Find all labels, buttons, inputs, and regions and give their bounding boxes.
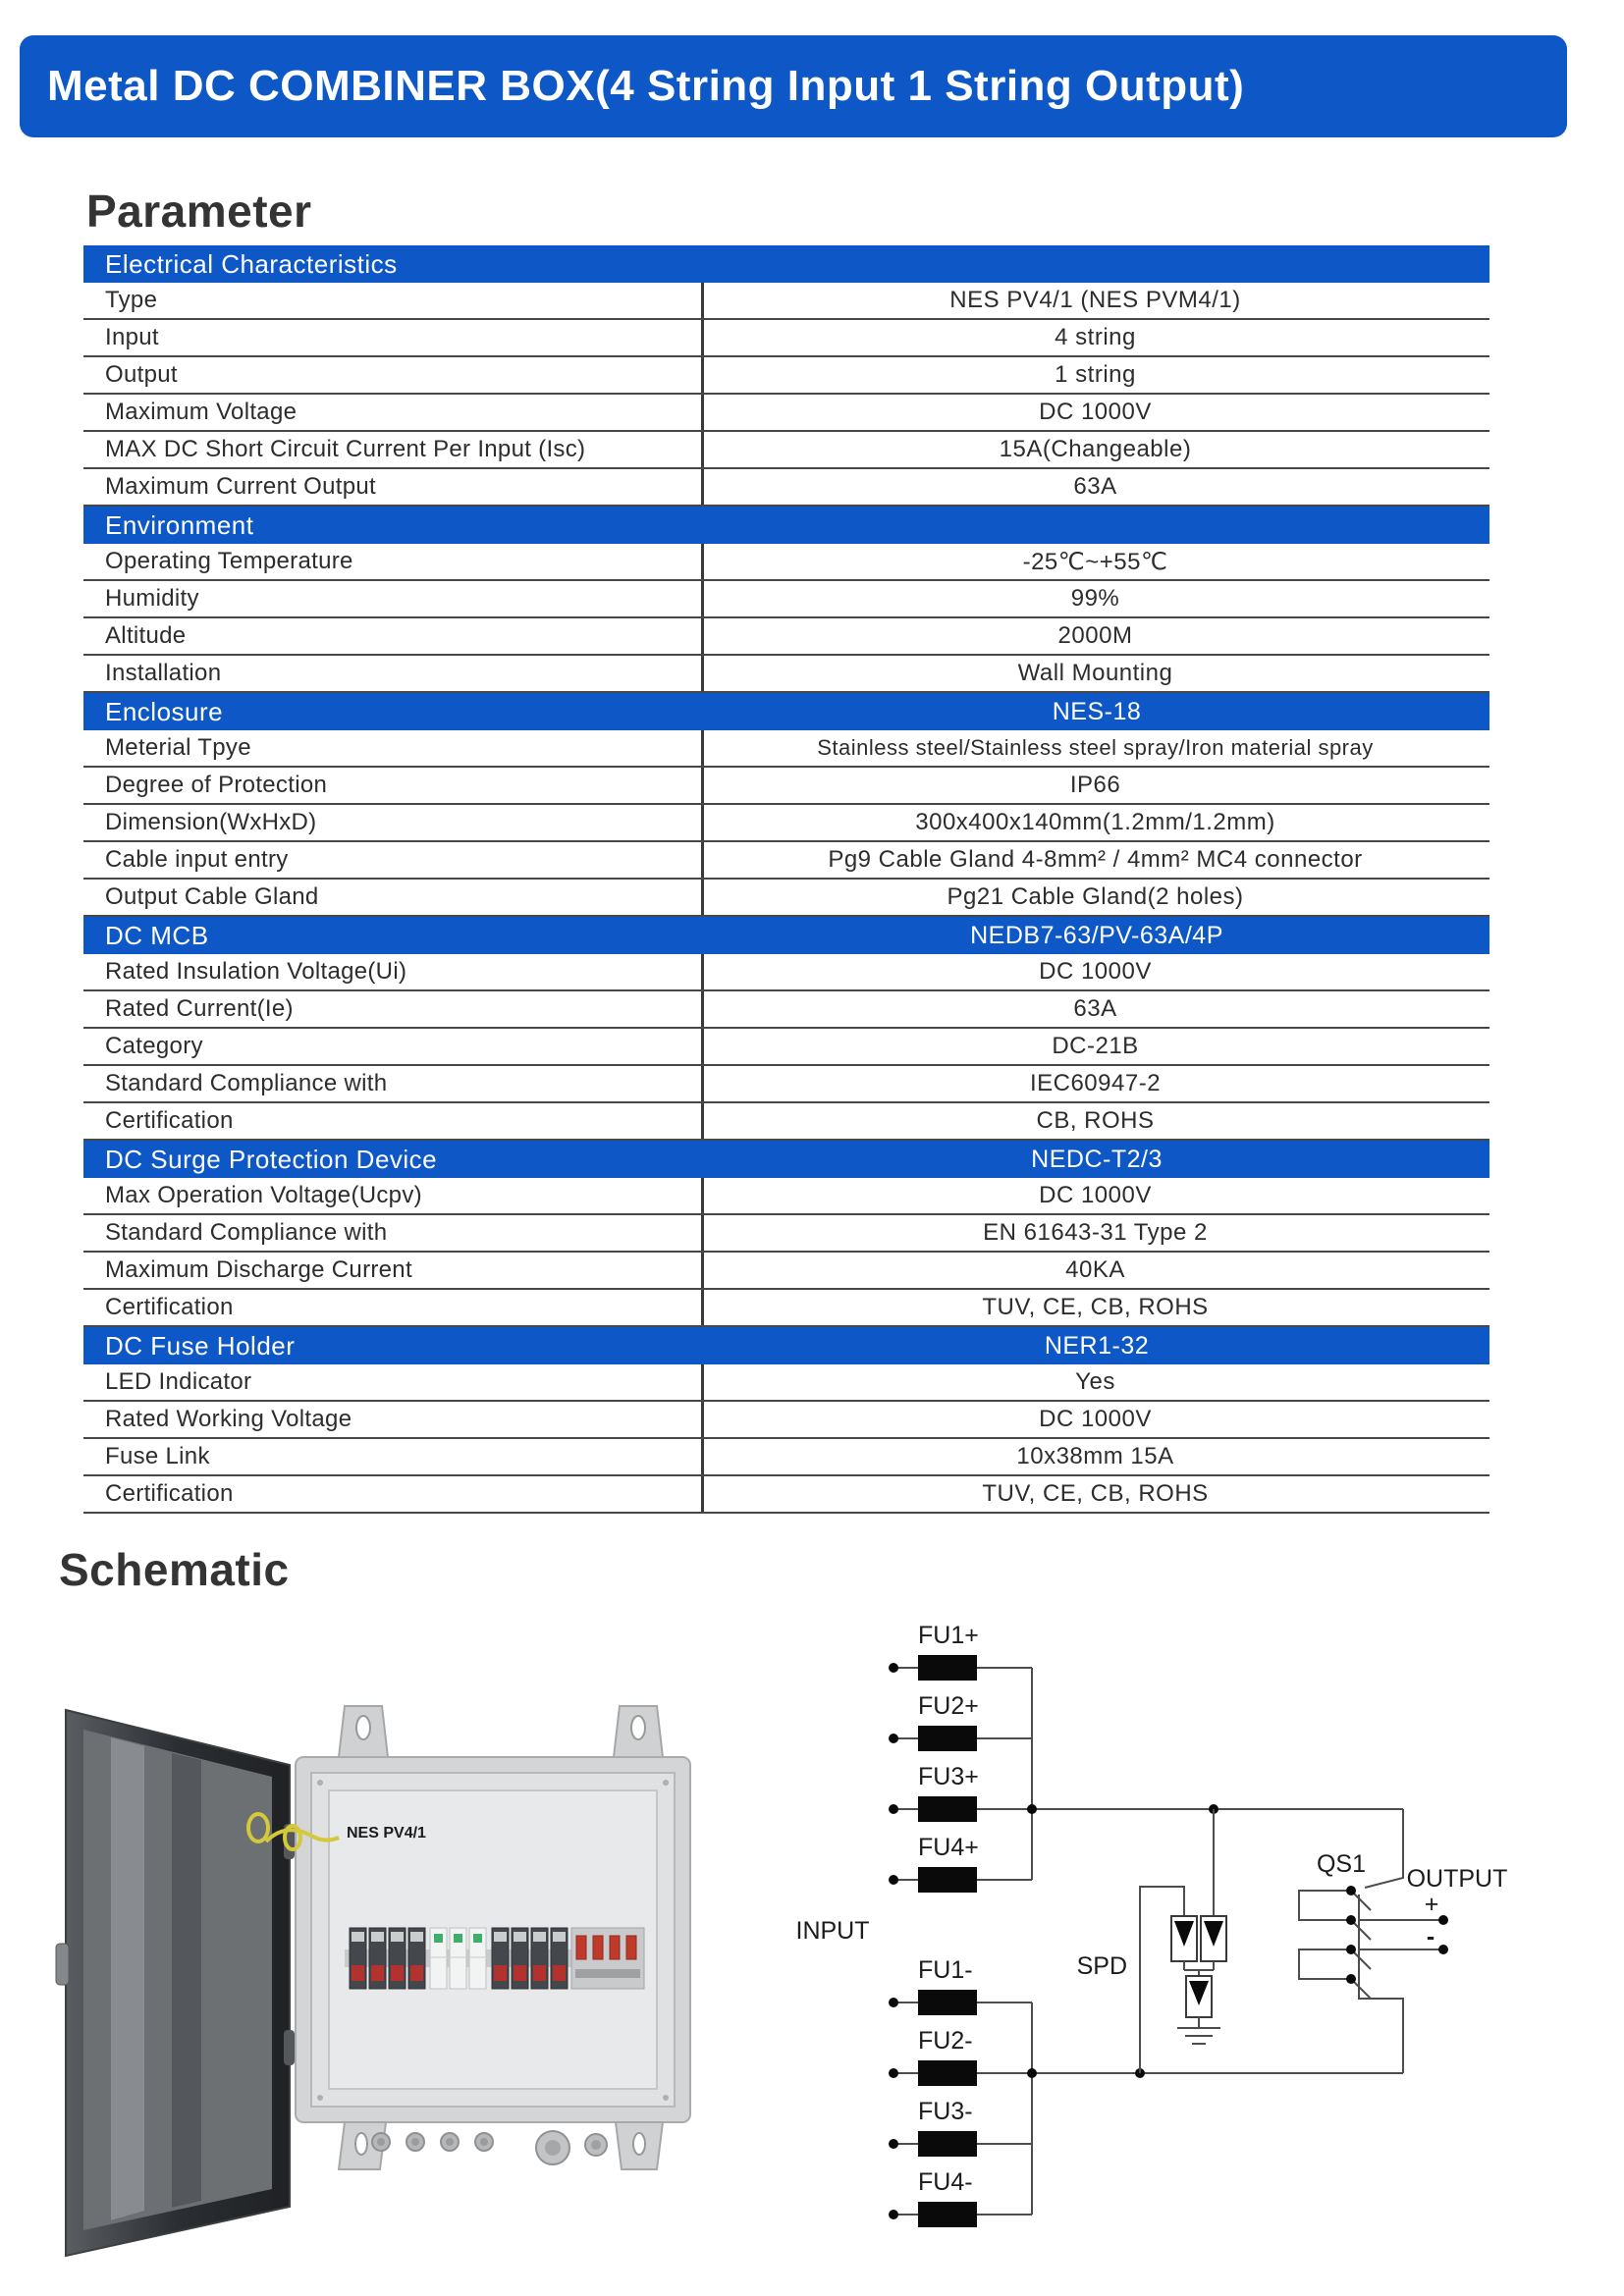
row-value: 1 string [701, 357, 1487, 393]
input-terminal [889, 1734, 898, 1743]
section-value [704, 245, 1489, 283]
table-row [83, 730, 1489, 768]
row-value: EN 61643-31 Type 2 [701, 1215, 1487, 1251]
table-row [83, 283, 1489, 320]
table-row [83, 656, 1489, 693]
row-value: IP66 [701, 768, 1487, 803]
table-row [83, 1215, 1489, 1253]
row-label: Meterial Tpye [105, 734, 251, 761]
output-plus-label: + [1424, 1891, 1439, 1918]
fuse-symbol [918, 2131, 977, 2157]
fuse-label: FU2- [918, 2027, 973, 2055]
row-label: Fuse Link [105, 1443, 210, 1469]
row-label: Maximum Discharge Current [105, 1256, 412, 1283]
table-row [83, 432, 1489, 469]
fuse-label: FU4- [918, 2168, 973, 2196]
input-terminal [889, 2139, 898, 2149]
row-value: TUV, CE, CB, ROHS [701, 1476, 1487, 1512]
row-value: IEC60947-2 [701, 1066, 1487, 1101]
table-row [83, 1103, 1489, 1141]
fuse-symbol [918, 1726, 977, 1751]
output-terminals [1425, 1891, 1448, 1954]
output-minus-label: - [1426, 1923, 1435, 1950]
panel-label: NES PV4/1 [347, 1825, 426, 1842]
row-label: LED Indicator [105, 1368, 252, 1395]
row-value: DC 1000V [701, 954, 1487, 989]
row-value: 4 string [701, 320, 1487, 355]
table-row [83, 544, 1489, 581]
row-label: Output Cable Gland [105, 883, 319, 910]
section-header-dc-mcb [83, 917, 1489, 954]
section-title: DC Fuse Holder [105, 1331, 296, 1361]
section-title: Enclosure [105, 697, 224, 726]
input-terminal [889, 1663, 898, 1673]
table-row [83, 1364, 1489, 1402]
table-row [83, 1029, 1489, 1066]
fuse-symbol [918, 1655, 977, 1681]
input-terminal [889, 2210, 898, 2219]
output-label: OUTPUT [1406, 1865, 1508, 1893]
table-row [83, 1253, 1489, 1290]
row-label: Operating Temperature [105, 548, 353, 574]
row-value: Wall Mounting [701, 656, 1487, 691]
section-header-electrical [83, 245, 1489, 283]
schematic-heading: Schematic [59, 1544, 290, 1595]
table-row [83, 1178, 1489, 1215]
section-value: NER1-32 [1044, 1332, 1150, 1360]
fuse-symbol [918, 2202, 977, 2227]
section-value: NES-18 [1052, 698, 1142, 725]
section-value: NEDB7-63/PV-63A/4P [970, 922, 1223, 949]
row-value: DC 1000V [701, 1402, 1487, 1437]
table-row [83, 320, 1489, 357]
fuse-label: FU3- [918, 2098, 973, 2125]
spd-symbol [1140, 1809, 1226, 2073]
row-label: Type [105, 287, 158, 313]
row-value: 10x38mm 15A [701, 1439, 1487, 1474]
row-label: Degree of Protection [105, 772, 328, 798]
section-header-dc-fuse-holder [83, 1327, 1489, 1364]
table-row [83, 1476, 1489, 1514]
row-value: 99% [701, 581, 1487, 616]
switch-contact [1346, 1886, 1356, 1896]
fuse-group-negative [889, 1956, 1403, 2227]
row-value: 300x400x140mm(1.2mm/1.2mm) [701, 805, 1487, 840]
qs1-label: QS1 [1316, 1850, 1367, 1878]
section-value [704, 507, 1489, 544]
row-label: Rated Current(Ie) [105, 995, 294, 1022]
section-title: DC MCB [105, 921, 209, 950]
row-label: Standard Compliance with [105, 1070, 388, 1096]
row-value: Yes [701, 1364, 1487, 1400]
row-value: NES PV4/1 (NES PVM4/1) [701, 283, 1487, 318]
switch-contact [1346, 1945, 1356, 1954]
table-row [83, 842, 1489, 880]
row-value: DC 1000V [701, 395, 1487, 430]
switch-contact [1346, 1974, 1356, 1984]
row-label: Rated Working Voltage [105, 1406, 352, 1432]
fuse-symbol [918, 2060, 977, 2086]
row-label: Altitude [105, 622, 187, 649]
table-row [83, 991, 1489, 1029]
row-label: Maximum Voltage [105, 399, 298, 425]
row-label: Dimension(WxHxD) [105, 809, 317, 835]
output-minus-terminal [1438, 1945, 1448, 1954]
row-label: Installation [105, 660, 222, 686]
row-value: CB, ROHS [701, 1103, 1487, 1139]
table-row [83, 395, 1489, 432]
spec-table [83, 245, 1489, 1514]
page-title: Metal DC COMBINER BOX(4 String Input 1 String Output) [47, 62, 1245, 110]
input-terminal [889, 1804, 898, 1814]
ground-icon [1177, 2028, 1220, 2044]
parameter-heading: Parameter [86, 186, 312, 237]
table-row [83, 768, 1489, 805]
table-row [83, 805, 1489, 842]
table-row [83, 581, 1489, 618]
row-label: Certification [105, 1294, 234, 1320]
row-label: Cable input entry [105, 846, 289, 873]
enclosure-door [56, 1710, 295, 2256]
table-row [83, 954, 1489, 991]
row-label: Certification [105, 1107, 234, 1134]
table-row [83, 1439, 1489, 1476]
input-label: INPUT [795, 1917, 870, 1945]
input-terminal [889, 1875, 898, 1885]
table-row [83, 880, 1489, 917]
spd-module-group [430, 1928, 486, 1989]
fuse-symbol [918, 1796, 977, 1822]
row-value: Stainless steel/Stainless steel spray/Iron material spray [701, 730, 1487, 766]
table-row [83, 1290, 1489, 1327]
row-label: Input [105, 324, 159, 350]
fuse-symbol [918, 1990, 977, 2015]
fuse-label: FU2+ [918, 1692, 979, 1720]
row-label: Rated Insulation Voltage(Ui) [105, 958, 407, 985]
row-value: DC-21B [701, 1029, 1487, 1064]
row-value: 15A(Changeable) [701, 432, 1487, 467]
table-row [83, 618, 1489, 656]
switch-qs1 [1299, 1809, 1443, 2073]
row-label: Humidity [105, 585, 199, 612]
header-bar [20, 35, 1567, 137]
row-label: Certification [105, 1480, 234, 1507]
input-terminal [889, 2068, 898, 2078]
row-value: 2000M [701, 618, 1487, 654]
fuse-symbol [918, 1867, 977, 1893]
door-latch [56, 1944, 69, 1985]
fuse-label: FU1+ [918, 1622, 979, 1649]
output-plus-terminal [1438, 1915, 1448, 1925]
schematic-diagram [550, 1615, 1542, 2296]
switch-contact [1346, 1915, 1356, 1925]
row-value: DC 1000V [701, 1178, 1487, 1213]
section-header-environment [83, 507, 1489, 544]
row-label: MAX DC Short Circuit Current Per Input (Isc) [105, 436, 586, 462]
row-value: Pg9 Cable Gland 4-8mm² / 4mm² MC4 connector [701, 842, 1487, 878]
section-value: NEDC-T2/3 [1031, 1146, 1163, 1173]
table-row [83, 357, 1489, 395]
input-terminal [889, 1998, 898, 2007]
row-label: Output [105, 361, 178, 388]
row-label: Category [105, 1033, 203, 1059]
fuse-label: FU3+ [918, 1763, 979, 1790]
row-value: 40KA [701, 1253, 1487, 1288]
row-label: Maximum Current Output [105, 473, 377, 500]
table-row [83, 1066, 1489, 1103]
fuse-label: FU1- [918, 1956, 973, 1984]
hinge [284, 2030, 295, 2065]
section-header-dc-spd [83, 1141, 1489, 1178]
fuse-label: FU4+ [918, 1834, 979, 1861]
row-value: TUV, CE, CB, ROHS [701, 1290, 1487, 1325]
row-value: 63A [701, 991, 1487, 1027]
section-title: DC Surge Protection Device [105, 1145, 438, 1174]
section-header-enclosure [83, 693, 1489, 730]
row-value: -25℃~+55℃ [701, 544, 1487, 579]
table-row [83, 469, 1489, 507]
section-title: Environment [105, 510, 254, 540]
row-value: 63A [701, 469, 1487, 505]
spd-label: SPD [1076, 1952, 1127, 1980]
table-row [83, 1402, 1489, 1439]
row-label: Standard Compliance with [105, 1219, 388, 1246]
row-label: Max Operation Voltage(Ucpv) [105, 1182, 422, 1208]
row-value: Pg21 Cable Gland(2 holes) [701, 880, 1487, 915]
section-title: Electrical Characteristics [105, 249, 398, 279]
